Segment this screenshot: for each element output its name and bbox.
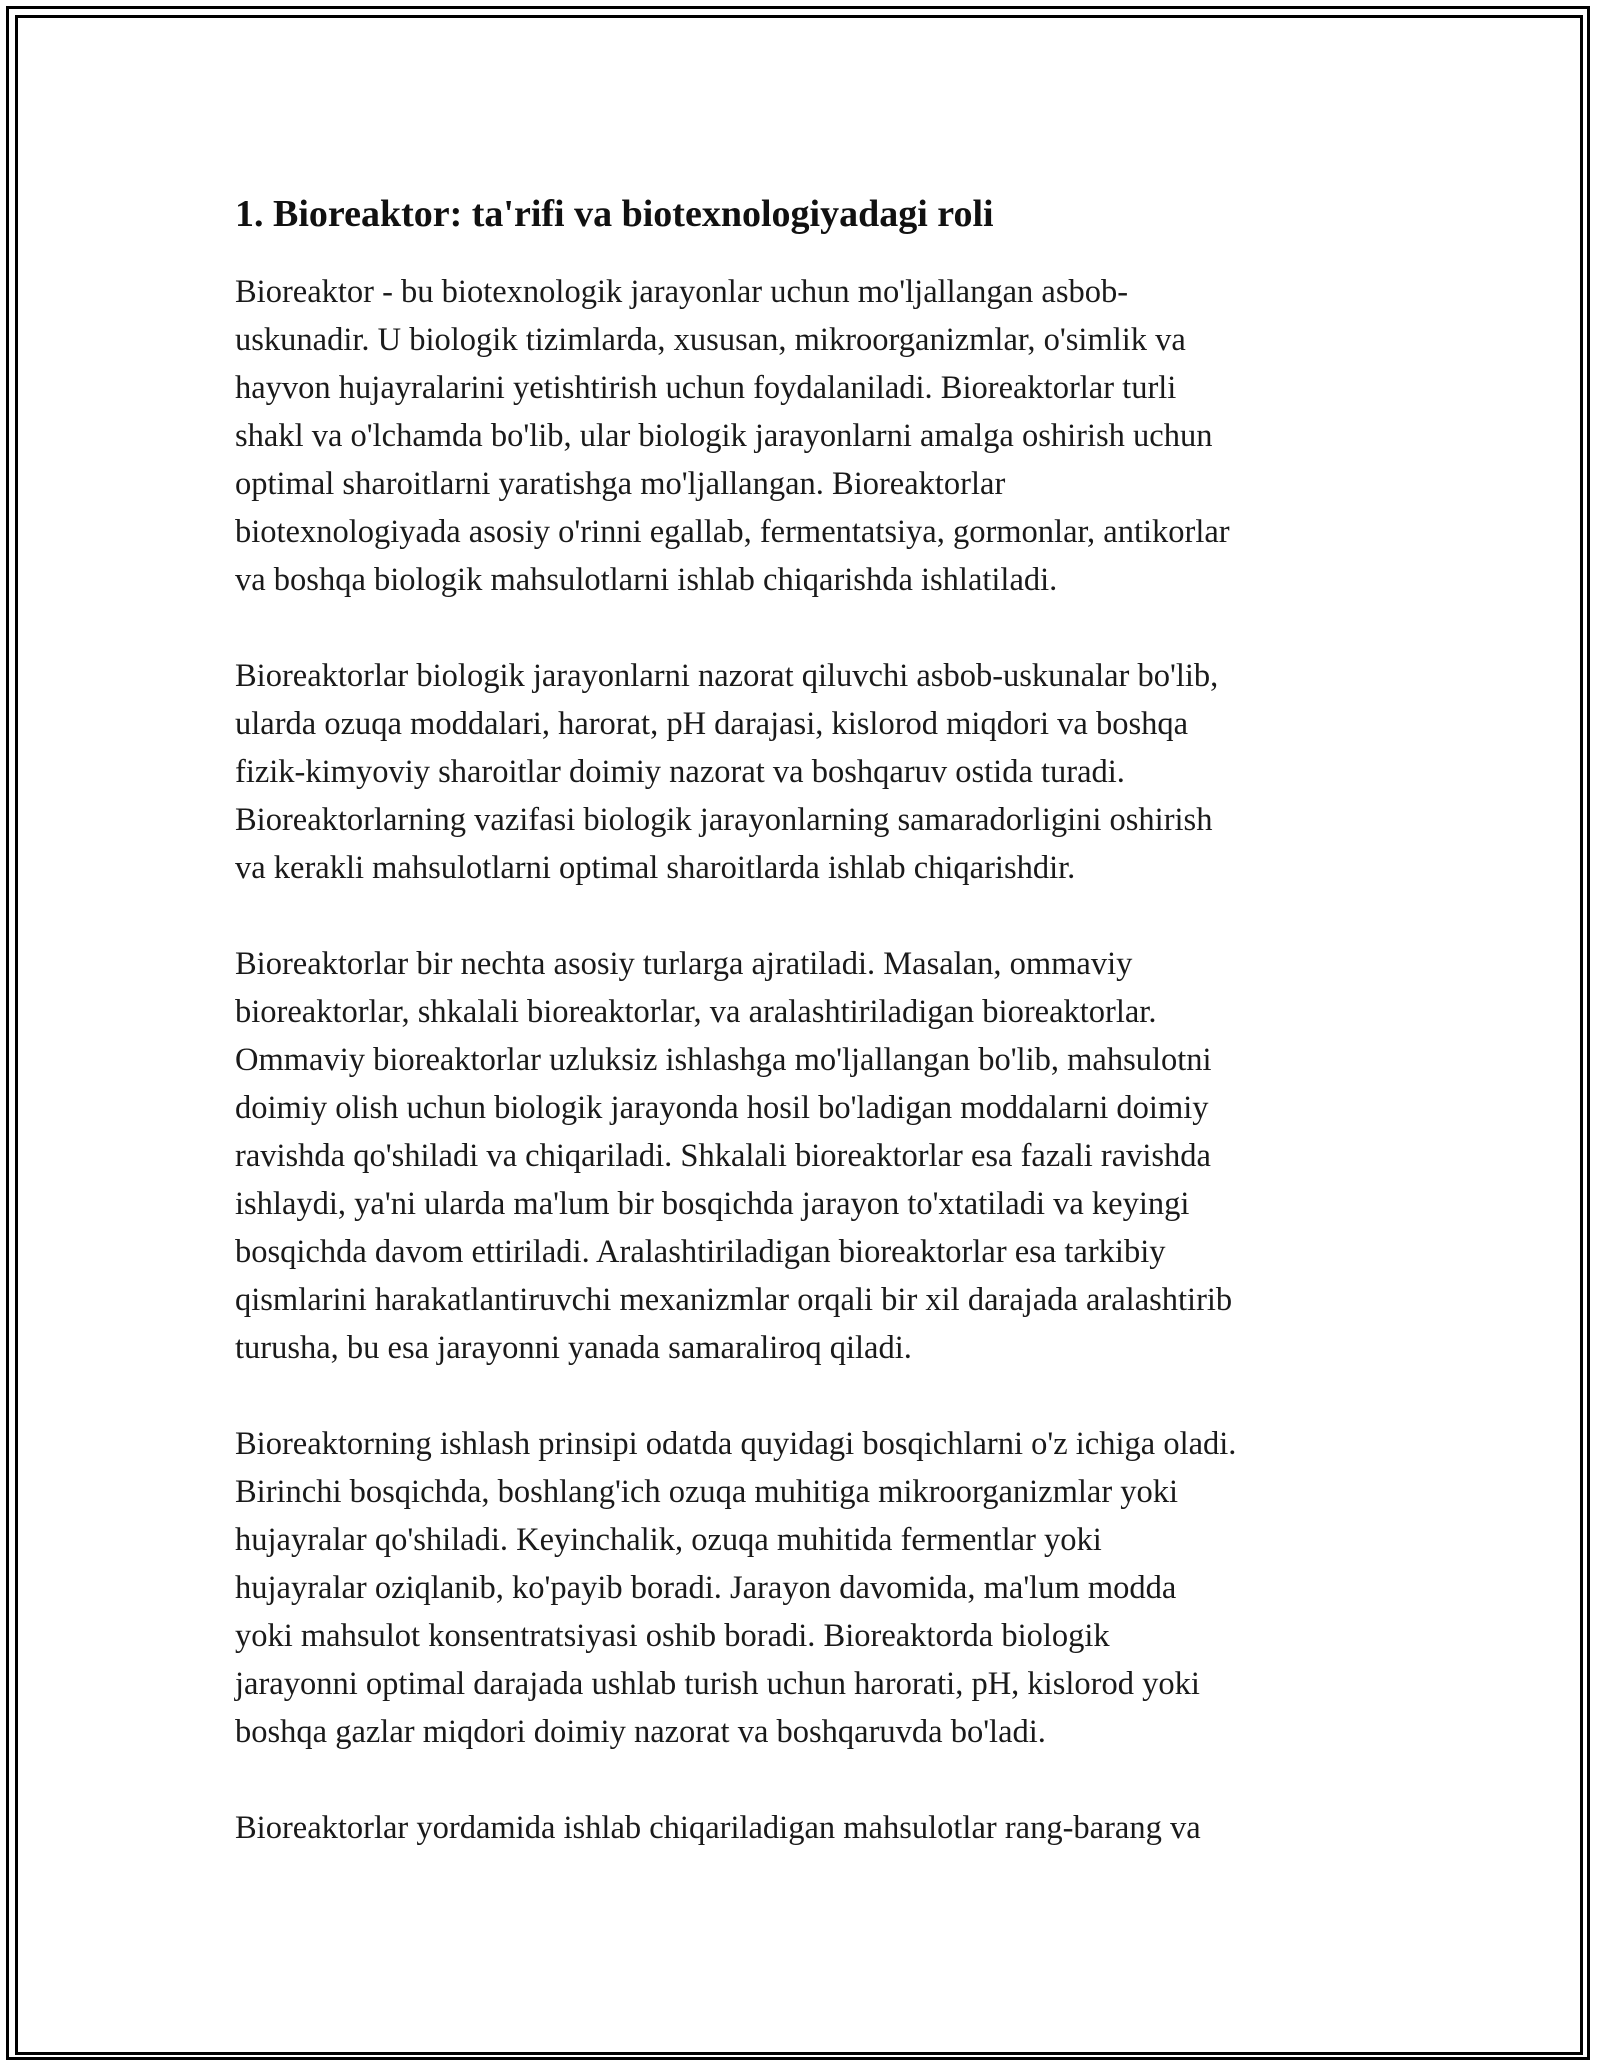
paragraph-line: Ommaviy bioreaktorlar uzluksiz ishlashga mo'ljallangan bo'lib, mahsulotni [235,1042,1212,1078]
paragraph-line: hujayralar oziqlanib, ko'payib boradi. Jarayon davomida, ma'lum modda [235,1570,1177,1606]
paragraph-line: boshqa gazlar miqdori doimiy nazorat va boshqaruvda bo'ladi. [235,1714,1046,1750]
paragraph-line: turusha, bu esa jarayonni yanada samaraliroq qiladi. [235,1330,912,1366]
paragraph-line: ravishda qo'shiladi va chiqariladi. Shkalali bioreaktorlar esa fazali ravishda [235,1138,1211,1174]
paragraph-line: ularda ozuqa moddalari, harorat, pH darajasi, kislorod miqdori va boshqa [235,706,1189,742]
paragraph [235,652,1375,892]
paragraph-line: Bioreaktorning ishlash prinsipi odatda quyidagi bosqichlarni o'z ichiga oladi. [235,1426,1237,1462]
paragraph-line: jarayonni optimal darajada ushlab turish uchun harorati, pH, kislorod yoki [235,1666,1200,1702]
paragraph-line: va kerakli mahsulotlarni optimal sharoitlarda ishlab chiqarishdir. [235,850,1076,886]
paragraph [235,1804,1375,1852]
paragraph-line: bosqichda davom ettiriladi. Aralashtiriladigan bioreaktorlar esa tarkibiy [235,1234,1166,1270]
paragraph-line: va boshqa biologik mahsulotlarni ishlab chiqarishda ishlatiladi. [235,562,1058,598]
paragraph-line: Bioreaktorlarning vazifasi biologik jarayonlarning samaradorligini oshirish [235,802,1213,838]
paragraph-line: doimiy olish uchun biologik jarayonda hosil bo'ladigan moddalarni doimiy [235,1090,1209,1126]
paragraph-line: Bioreaktorlar yordamida ishlab chiqariladigan mahsulotlar rang-barang va [235,1810,1201,1846]
paragraph-line: Bioreaktorlar bir nechta asosiy turlarga ajratiladi. Masalan, ommaviy [235,946,1133,982]
paragraph-line: uskunadir. U biologik tizimlarda, xususan, mikroorganizmlar, o'simlik va [235,322,1186,358]
paragraph-line: Birinchi bosqichda, boshlang'ich ozuqa muhitiga mikroorganizmlar yoki [235,1474,1179,1510]
paragraph-line: shakl va o'lchamda bo'lib, ular biologik jarayonlarni amalga oshirish uchun [235,418,1213,454]
paragraph-line: fizik-kimyoviy sharoitlar doimiy nazorat va boshqaruv ostida turadi. [235,754,1125,790]
document-body [235,190,1375,1900]
paragraph-line: yoki mahsulot konsentratsiyasi oshib boradi. Bioreaktorda biologik [235,1618,1110,1654]
paragraph-line: bioreaktorlar, shkalali bioreaktorlar, va aralashtiriladigan bioreaktorlar. [235,994,1157,1030]
paragraph [235,268,1375,604]
paragraph [235,1420,1375,1756]
paragraph-line: biotexnologiyada asosiy o'rinni egallab, fermentatsiya, gormonlar, antikorlar [235,514,1230,550]
paragraph-line: hujayralar qo'shiladi. Keyinchalik, ozuqa muhitida fermentlar yoki [235,1522,1102,1558]
paragraph-container [235,268,1375,1852]
paragraph [235,940,1375,1372]
paragraph-line: hayvon hujayralarini yetishtirish uchun foydalaniladi. Bioreaktorlar turli [235,370,1177,406]
paragraph-line: qismlarini harakatlantiruvchi mexanizmlar orqali bir xil darajada aralashtirib [235,1282,1233,1318]
section-heading: 1. Bioreaktor: ta'rifi va biotexnologiyadagi roli [235,193,994,235]
paragraph-line: Bioreaktor - bu biotexnologik jarayonlar uchun mo'ljallangan asbob- [235,274,1129,310]
paragraph-line: ishlaydi, ya'ni ularda ma'lum bir bosqichda jarayon to'xtatiladi va keyingi [235,1186,1190,1222]
paragraph-line: optimal sharoitlarni yaratishga mo'ljallangan. Bioreaktorlar [235,466,1006,502]
paragraph-line: Bioreaktorlar biologik jarayonlarni nazorat qiluvchi asbob-uskunalar bo'lib, [235,658,1219,694]
